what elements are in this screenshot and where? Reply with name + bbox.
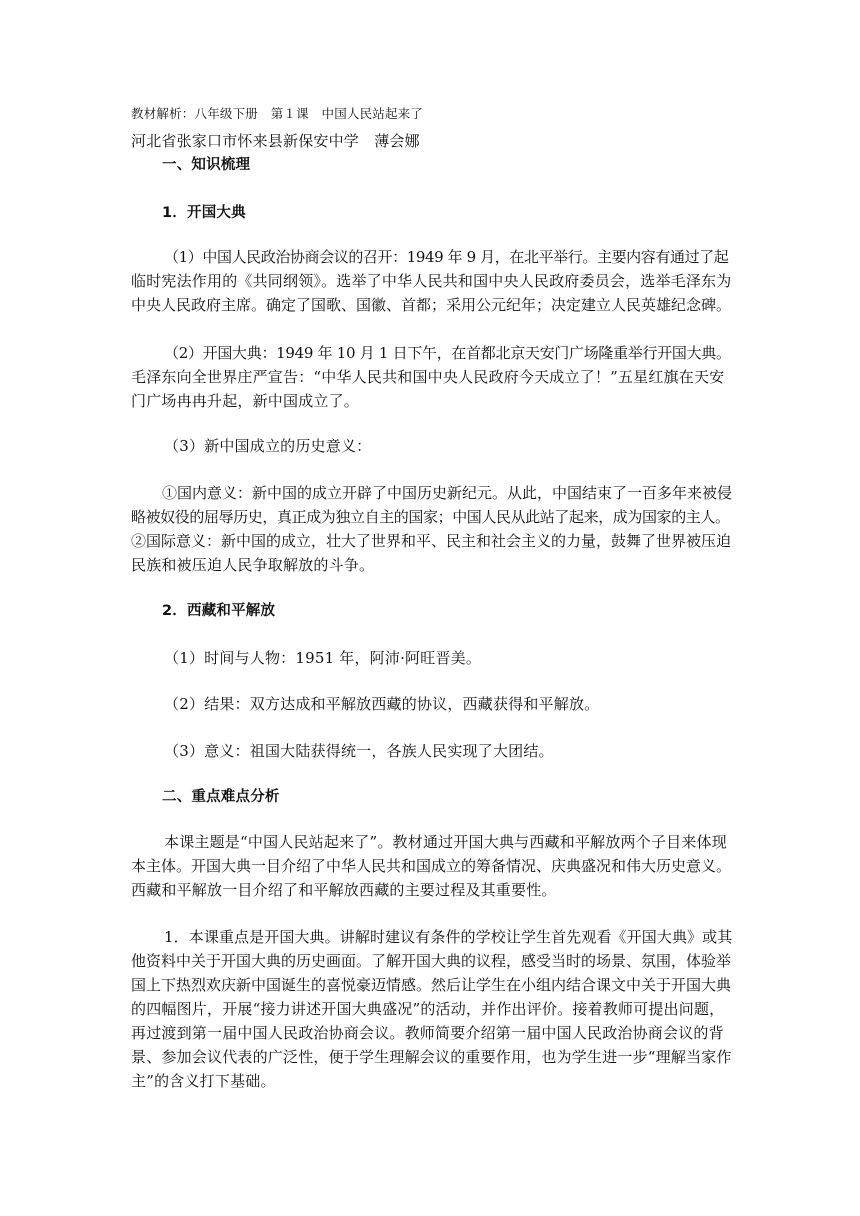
paragraph-line: 略被奴役的屈辱历史，真正成为独立自主的国家；中国人民从此站了起来，成为国家的主人。 bbox=[131, 508, 730, 526]
paragraph-line: （2）开国大典：1949 年 10 月 1 日下午，在首都北京天安门广场隆重举行开国大典。 bbox=[164, 344, 731, 362]
paragraph-line: 1．本课重点是开国大典。讲解时建议有条件的学校让学生首先观看《开国大典》或其 bbox=[164, 928, 733, 946]
paragraph-line: 中央人民政府主席。确定了国歌、国徽、首都；采用公元纪年；决定建立人民英雄纪念碑。 bbox=[131, 296, 732, 314]
paragraph-line: 本课主题是“中国人民站起来了”。教材通过开国大典与西藏和平解放两个子目来体现 bbox=[164, 833, 727, 851]
paragraph-line: （2）结果：双方达成和平解放西藏的协议，西藏获得和平解放。 bbox=[164, 695, 600, 713]
paragraph-line: 毛泽东向全世界庄严宣告：“中华人民共和国中央人民政府今天成立了！”五星红旗在天安 bbox=[131, 368, 725, 386]
subsection-heading-founding-ceremony: 1．开国大典 bbox=[162, 205, 246, 221]
paragraph-line: 本主体。开国大典一目介绍了中华人民共和国成立的筹备情况、庆典盛况和伟大历史意义。 bbox=[131, 857, 732, 875]
paragraph-line: ②国际意义：新中国的成立，壮大了世界和平、民主和社会主义的力量，鼓舞了世界被压迫 bbox=[131, 532, 732, 550]
paragraph-line: 景、参加会议代表的广泛性，便于学生理解会议的重要作用，也为学生进一步“理解当家作 bbox=[131, 1048, 732, 1066]
paragraph-line: ①国内意义：新中国的成立开辟了中国历史新纪元。从此，中国结束了一百多年来被侵 bbox=[162, 484, 733, 502]
paragraph-line: 的四幅图片，开展“接力讲述开国大典盛况”的活动，并作出评价。接着教师可提出问题， bbox=[131, 1000, 725, 1018]
section-heading-knowledge: 一、知识梳理 bbox=[162, 157, 251, 173]
paragraph-line: （3）意义：祖国大陆获得统一，各族人民实现了大团结。 bbox=[164, 742, 554, 760]
paragraph-line: （1）中国人民政治协商会议的召开：1949 年 9 月，在北平举行。主要内容有通过了起 bbox=[164, 248, 729, 266]
paragraph-line: 他资料中关于开国大典的历史画面。了解开国大典的议程，感受当时的场景、氛围，体验举 bbox=[131, 952, 732, 970]
document-subtitle: 教材解析：八年级下册 第１课 中国人民站起来了 bbox=[131, 106, 424, 121]
paragraph-line: 门广场冉冉升起，新中国成立了。 bbox=[131, 392, 360, 410]
paragraph-line: 再过渡到第一届中国人民政治协商会议。教师简要介绍第一届中国人民政治协商会议的背 bbox=[131, 1024, 724, 1042]
paragraph-line: 西藏和平解放一目介绍了和平解放西藏的主要过程及其重要性。 bbox=[131, 881, 557, 899]
paragraph-line: 民族和被压迫人民争取解放的斗争。 bbox=[131, 556, 375, 574]
paragraph-line: 临时宪法作用的《共同纲领》。选举了中华人民共和国中央人民政府委员会，选举毛泽东为 bbox=[131, 272, 732, 290]
paragraph-line: 国上下热烈欢庆新中国诞生的喜悦豪迈情感。然后让学生在小组内结合课文中关于开国大典 bbox=[131, 976, 732, 994]
section-heading-key-points: 二、重点难点分析 bbox=[162, 789, 280, 805]
paragraph-line: （3）新中国成立的历史意义： bbox=[164, 437, 372, 455]
paragraph-line: （1）时间与人物：1951 年，阿沛·阿旺晋美。 bbox=[164, 649, 482, 667]
paragraph-line: 主”的含义打下基础。 bbox=[131, 1072, 276, 1090]
subsection-heading-tibet: 2．西藏和平解放 bbox=[162, 603, 276, 619]
document-author: 河北省张家口市怀来县新保安中学 薄会娜 bbox=[131, 132, 420, 150]
